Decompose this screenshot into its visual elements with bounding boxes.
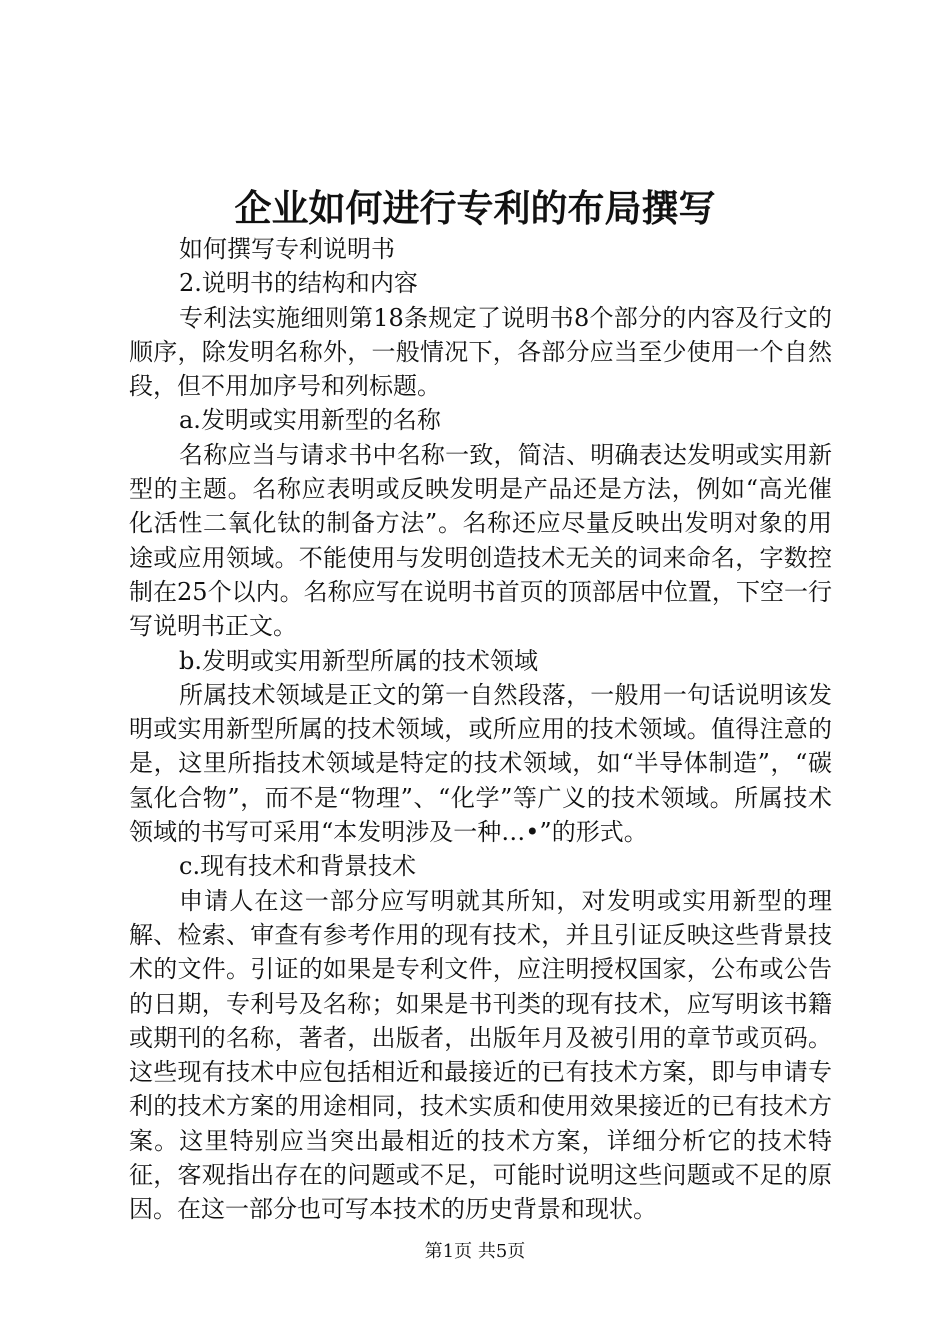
section-heading: 2.说明书的结构和内容 (179, 269, 418, 298)
document-body (129, 232, 832, 1227)
page-footer: 第1页 共5页 (424, 1241, 526, 1262)
page-title: 企业如何进行专利的布局撰写 (234, 186, 716, 230)
section-heading: 如何撰写专利说明书 (179, 235, 395, 263)
paragraph: 申请人在这一部分应写明就其所知，对发明或实用新型的理解、检索、审查有参考作用的现有技术，并且引证反映这些背景技术的文件。引证的如果是专利文件，应注明授权国家，公布或公告的日期，专利号及名称；如果是书刊类的现有技术，应写明该书籍或期刊的名称，著者，出版者，出版年月及被引用的章节或页码。这些现有技术中应包括相近和最接近的已有技术方案，即与申请专利的技术方案的用途相同，技术实质和使用效果接近的已有技术方案。这里特别应当突出最相近的技术方案，详细分析它的技术特征，客观指出存在的问题或不足，可能时说明这些问题或不足的原因。在这一部分也可写本技术的历史背景和现状。 (129, 886, 832, 1224)
paragraph: 名称应当与请求书中名称一致，简洁、明确表达发明或实用新型的主题。名称应表明或反映发明是产品还是方法，例如“高光催化活性二氧化钛的制备方法”。名称还应尽量反映出发明对象的用途或应用领域。不能使用与发明创造技术无关的词来命名，字数控制在25个以内。名称应写在说明书首页的顶部居中位置，下空一行写说明书正文。 (129, 440, 832, 641)
paragraph: 所属技术领域是正文的第一自然段落，一般用一句话说明该发明或实用新型所属的技术领域，或所应用的技术领域。值得注意的是，这里所指技术领域是特定的技术领域，如“半导体制造”，“碳氢化合物”，而不是“物理”、“化学”等广义的技术领域。所属技术领域的书写可采用“本发明涉及一种…•”的形式。 (129, 680, 832, 847)
paragraph: 专利法实施细则第18条规定了说明书8个部分的内容及行文的顺序，除发明名称外，一般情况下，各部分应当至少使用一个自然段，但不用加序号和列标题。 (129, 303, 832, 401)
section-heading: c.现有技术和背景技术 (179, 852, 417, 881)
section-heading: b.发明或实用新型所属的技术领域 (179, 646, 538, 675)
section-heading: a.发明或实用新型的名称 (179, 406, 441, 435)
